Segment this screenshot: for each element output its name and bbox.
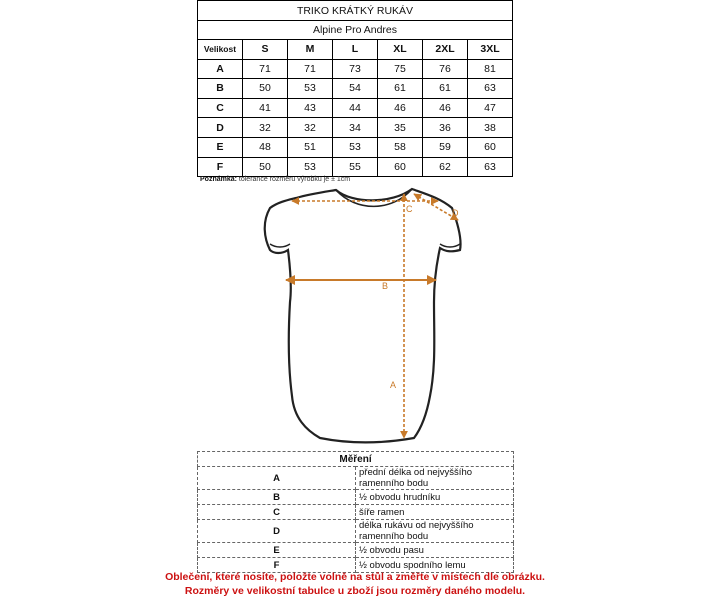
row-label: D [198, 118, 243, 138]
table-cell: 81 [468, 59, 513, 79]
table-row [198, 79, 513, 99]
table-cell: 36 [423, 118, 468, 138]
table-cell: 53 [288, 79, 333, 99]
table-cell: 46 [423, 98, 468, 118]
table-cell: 55 [333, 157, 378, 177]
note-label: Poznámka: [200, 176, 237, 183]
legend-text: ½ obvodu spodního lemu [356, 558, 514, 573]
table-cell: 61 [423, 79, 468, 99]
table-cell: 38 [468, 118, 513, 138]
table-cell: 32 [243, 118, 288, 138]
legend-key: E [198, 543, 356, 558]
legend-row [198, 543, 514, 558]
table-title: TRIKO KRÁTKÝ RUKÁV [198, 1, 513, 21]
table-cell: 43 [288, 98, 333, 118]
legend-text: ½ obvodu pasu [356, 543, 514, 558]
table-row [198, 59, 513, 79]
table-cell: 71 [243, 59, 288, 79]
table-subtitle: Alpine Pro Andres [198, 21, 513, 40]
size-header: M [288, 40, 333, 60]
legend-text: šíře ramen [356, 505, 514, 520]
size-header: L [333, 40, 378, 60]
legend-text: přední délka od nejvyššího ramenního bodu [356, 467, 514, 490]
table-cell: 58 [378, 137, 423, 157]
table-cell: 62 [423, 157, 468, 177]
legend-key: A [198, 467, 356, 490]
legend-text: délka rukávu od nejvyššího ramenního bodu [356, 520, 514, 543]
table-row [198, 118, 513, 138]
row-label: C [198, 98, 243, 118]
legend-title: Měření [198, 452, 514, 467]
legend-row [198, 467, 514, 490]
legend-key: F [198, 558, 356, 573]
size-header: S [243, 40, 288, 60]
legend-key: B [198, 490, 356, 505]
note-text: tolerance rozměru výrobku je ± 1cm [236, 176, 351, 183]
table-cell: 54 [333, 79, 378, 99]
tshirt-diagram [240, 186, 470, 448]
size-header: 3XL [468, 40, 513, 60]
table-cell: 53 [333, 137, 378, 157]
table-cell: 47 [468, 98, 513, 118]
table-cell: 34 [333, 118, 378, 138]
legend-key: D [198, 520, 356, 543]
table-row [198, 137, 513, 157]
table-cell: 59 [423, 137, 468, 157]
table-cell: 75 [378, 59, 423, 79]
row-label: A [198, 59, 243, 79]
size-header: XL [378, 40, 423, 60]
table-row [198, 98, 513, 118]
size-table [197, 0, 513, 177]
table-cell: 32 [288, 118, 333, 138]
table-row [198, 157, 513, 177]
table-cell: 50 [243, 157, 288, 177]
row-label: B [198, 79, 243, 99]
table-cell: 76 [423, 59, 468, 79]
table-cell: 46 [378, 98, 423, 118]
tolerance-note [200, 176, 350, 183]
table-cell: 60 [468, 137, 513, 157]
table-cell: 63 [468, 157, 513, 177]
table-cell: 61 [378, 79, 423, 99]
table-cell: 63 [468, 79, 513, 99]
legend-text: ½ obvodu hrudníku [356, 490, 514, 505]
row-label: F [198, 157, 243, 177]
size-header-corner: Velikost [198, 40, 243, 60]
legend-row [198, 520, 514, 543]
measure-label-b: B [382, 281, 389, 291]
table-cell: 53 [288, 157, 333, 177]
table-cell: 51 [288, 137, 333, 157]
tshirt-outline [265, 189, 461, 443]
footer-instruction: Oblečení, které nosíte, položte volně na stůl a změřte v místech dle obrázku. [165, 571, 545, 583]
table-cell: 60 [378, 157, 423, 177]
table-cell: 73 [333, 59, 378, 79]
measure-label-d: D [452, 208, 459, 218]
table-cell: 35 [378, 118, 423, 138]
table-cell: 44 [333, 98, 378, 118]
row-label: E [198, 137, 243, 157]
table-cell: 50 [243, 79, 288, 99]
table-cell: 71 [288, 59, 333, 79]
footer-disclaimer: Rozměry ve velikostní tabulce u zboží jsou rozměry daného modelu. [184, 585, 526, 597]
table-cell: 41 [243, 98, 288, 118]
legend-row [198, 490, 514, 505]
measure-label-a: A [390, 380, 397, 390]
measure-label-c: C [406, 204, 413, 214]
size-header: 2XL [423, 40, 468, 60]
table-cell: 48 [243, 137, 288, 157]
legend-key: C [198, 505, 356, 520]
measurement-legend [197, 451, 514, 573]
legend-row [198, 505, 514, 520]
